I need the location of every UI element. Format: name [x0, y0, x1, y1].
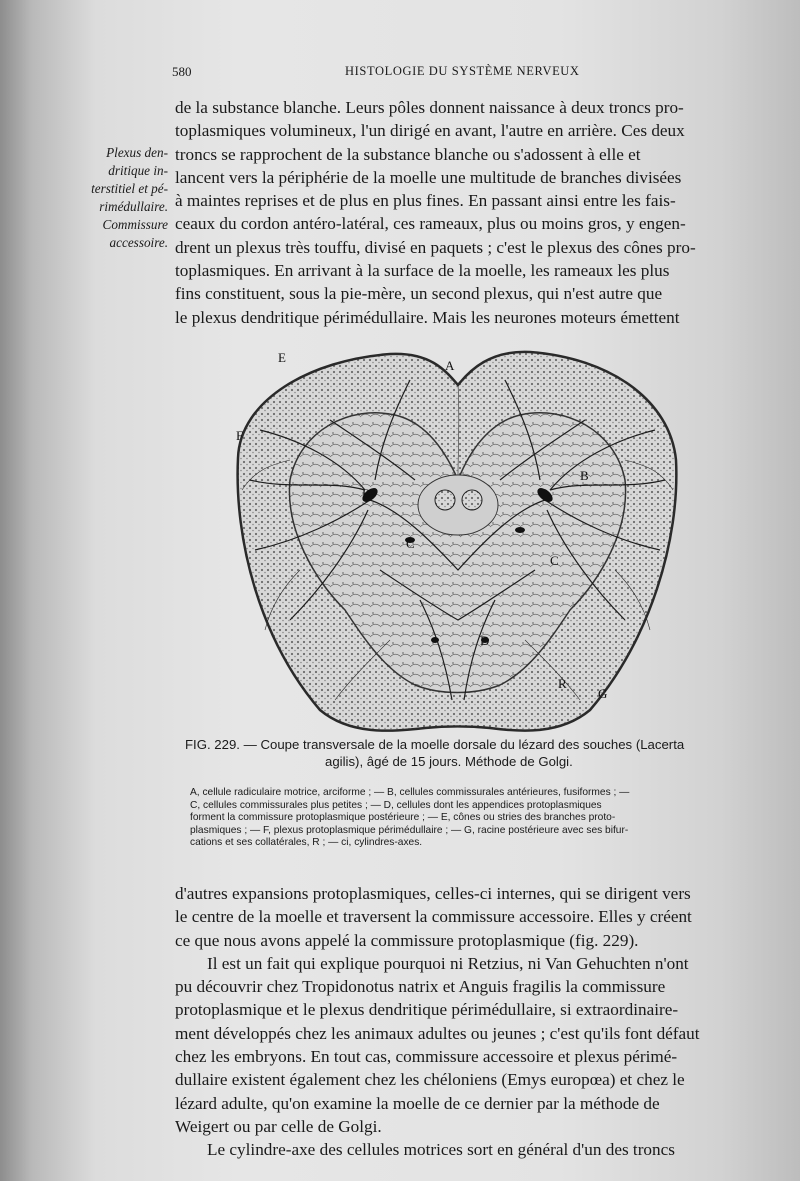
text-line: d'autres expansions protoplasmiques, celles-ci internes, qui se dirigent vers	[175, 884, 691, 903]
text-line: Weigert ou par celle de Golgi.	[175, 1116, 382, 1136]
figure-letter-a: A	[445, 358, 455, 373]
margin-note	[60, 144, 168, 252]
text-line: Il est un fait qui explique pourquoi ni Retzius, ni Van Gehuchten n'ont	[207, 953, 689, 973]
text-line: protoplasmique et le plexus dendritique périmédullaire, si extraordinaire-	[175, 1000, 679, 1020]
figure-letter-c-left: C	[406, 536, 415, 551]
margin-note-line: dritique in-	[108, 163, 168, 178]
text-line: pu découvrir chez Tropidonotus natrix et Anguis fragilis la commissure	[175, 977, 666, 997]
text-line: ment développés chez les animaux adultes ou jeunes ; c'est qu'ils font défaut	[175, 1023, 700, 1043]
spinal-cord-illustration	[230, 340, 685, 740]
margin-note-line: rimédullaire.	[99, 199, 168, 214]
figure-letter-r: R	[558, 676, 567, 691]
text-line: ceaux du cordon antéro-latéral, ces rameaux, plus ou moins gros, y engen-	[175, 214, 686, 234]
figure-letter-g: G	[598, 686, 608, 701]
paragraph-top	[175, 96, 765, 329]
figure-letter-b-right: B	[580, 468, 589, 483]
legend-line: C, cellules commissurales plus petites ; — D, cellules dont les appendices protoplasmiques	[190, 799, 602, 811]
figure-letter-b-left: B	[362, 486, 371, 501]
legend-line: plasmiques ; — F, plexus protoplasmique périmédullaire ; — G, racine postérieure avec ses bifur-	[190, 824, 629, 836]
text-line: lézard adulte, qu'on examine la moelle de ce dernier par la méthode de	[175, 1093, 660, 1113]
legend-line: cations et ses collatérales, R ; — ci, cylindres-axes.	[190, 837, 423, 849]
text-line: de la substance blanche. Leurs pôles donnent naissance à deux troncs pro-	[175, 98, 684, 117]
page-header	[0, 60, 800, 84]
figure-letter-f: F	[236, 428, 244, 443]
spinal-cord-figure	[230, 340, 685, 740]
figure-letter-c-right: C	[550, 553, 559, 568]
margin-note-line: terstitiel et pé-	[91, 181, 168, 196]
legend-line: forment la commissure protoplasmique postérieure ; — E, cônes ou stries des branches proto-	[190, 812, 616, 824]
running-title: HISTOLOGIE DU SYSTÈME NERVEUX	[345, 64, 580, 78]
text-line: drent un plexus très touffu, divisé en paquets ; c'est le plexus des cônes pro-	[175, 237, 696, 257]
text-line: dullaire existent également chez les chéloniens (Emys europœa) et chez le	[175, 1070, 685, 1090]
margin-note-line: Commissure	[102, 217, 168, 232]
text-line: chez les embryons. En tout cas, commissure accessoire et plexus périmé-	[175, 1047, 678, 1067]
margin-note-line: Plexus den-	[106, 145, 168, 160]
text-line: ce que nous avons appelé la commissure protoplasmique (fig. 229).	[175, 930, 639, 950]
text-line: lancent vers la périphérie de la moelle une multitude de branches divisées	[175, 167, 682, 187]
page-number: 580	[172, 64, 192, 79]
figure-legend	[190, 787, 770, 850]
text-line: toplasmiques. En arrivant à la surface de la moelle, les rameaux les plus	[175, 261, 670, 281]
caption-line: agilis), âgé de 15 jours. Méthode de Golgi.	[325, 754, 573, 769]
margin-note-line: accessoire.	[109, 235, 168, 250]
text-line: le centre de la moelle et traversent la commissure accessoire. Elles y créent	[175, 907, 692, 927]
legend-line: A, cellule radiculaire motrice, arciforme ; — B, cellules commissurales antérieures, fusiformes ; —	[190, 787, 630, 798]
caption-line: FIG. 229. — Coupe transversale de la moelle dorsale du lézard des souches (Lacerta	[185, 737, 685, 752]
text-line: troncs se rapprochent de la substance blanche ou s'adossent à elle et	[175, 144, 641, 164]
text-line: toplasmiques volumineux, l'un dirigé en avant, l'autre en arrière. Ces deux	[175, 121, 685, 141]
text-line: à maintes reprises et de plus en plus fines. En passant ainsi entre les fais-	[175, 191, 676, 211]
figure-letter-d: D	[480, 633, 490, 648]
paragraph-bottom	[175, 882, 765, 1162]
figure-caption	[185, 736, 765, 770]
text-line: le plexus dendritique périmédullaire. Mais les neurones moteurs émettent	[175, 307, 680, 327]
text-line: Le cylindre-axe des cellules motrices sort en général d'un des troncs	[207, 1140, 675, 1160]
text-line: fins constituent, sous la pie-mère, un second plexus, qui n'est autre que	[175, 284, 663, 304]
figure-letter-e: E	[278, 350, 286, 365]
